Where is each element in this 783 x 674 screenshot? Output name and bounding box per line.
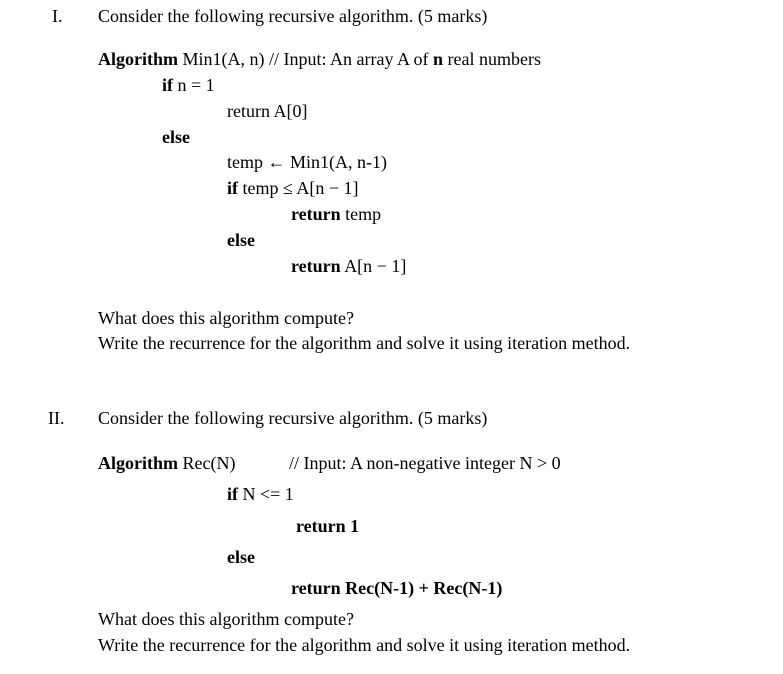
q2-algo-name: Rec(N) xyxy=(182,453,236,473)
q2-algo-comment: // Input: A non-negative integer N > 0 xyxy=(289,453,561,473)
q2-return-rec: return Rec(N-1) + Rec(N-1) xyxy=(291,578,503,598)
q1-return-a0: return A[0] xyxy=(227,101,308,121)
q1-numeral: I. xyxy=(52,6,63,26)
q1-algorithm-header xyxy=(98,50,541,68)
q2-if-condition: N <= 1 xyxy=(242,484,294,504)
q2-heading: Consider the following recursive algorithm. (5 marks) xyxy=(98,408,488,428)
q1-return1-value: temp xyxy=(345,204,382,224)
q2-numeral: II. xyxy=(48,408,65,428)
q2-algo-keyword: Algorithm xyxy=(98,453,178,473)
q1-algo-signature: Min1(A, n) // Input: An array A of xyxy=(182,49,429,69)
q1-question-1: What does this algorithm compute? xyxy=(98,308,354,328)
q1-if-line xyxy=(162,76,215,94)
q1-else2-keyword: else xyxy=(227,230,255,250)
q1-heading: Consider the following recursive algorithm. (5 marks) xyxy=(98,6,488,26)
q1-return-temp xyxy=(291,205,381,223)
q2-return-1: return 1 xyxy=(296,516,360,536)
q1-if-keyword: if xyxy=(162,75,173,95)
q2-if-line xyxy=(227,485,294,503)
q2-question-1: What does this algorithm compute? xyxy=(98,609,354,629)
q1-if2-line xyxy=(227,179,359,197)
q1-if2-keyword: if xyxy=(227,178,238,198)
q2-else-keyword: else xyxy=(227,547,255,567)
q1-return1-keyword: return xyxy=(291,204,341,224)
q1-return-a-n-1 xyxy=(291,257,406,275)
q1-question-2: Write the recurrence for the algorithm and solve it using iteration method. xyxy=(98,333,631,353)
q2-algorithm-header xyxy=(98,454,235,472)
q1-return2-keyword: return xyxy=(291,256,341,276)
q1-if2-condition: temp ≤ A[n − 1] xyxy=(242,178,359,198)
q1-return2-value: A[n − 1] xyxy=(344,256,407,276)
q1-algo-rest: real numbers xyxy=(447,49,541,69)
q1-algo-keyword: Algorithm xyxy=(98,49,178,69)
q2-question-2: Write the recurrence for the algorithm and solve it using iteration method. xyxy=(98,635,631,655)
q1-temp-line: temp ← Min1(A, n-1) xyxy=(227,152,387,172)
q2-if-keyword: if xyxy=(227,484,238,504)
q1-else-keyword: else xyxy=(162,127,190,147)
q1-algo-n: n xyxy=(432,49,443,69)
q1-if-condition: n = 1 xyxy=(177,75,215,95)
